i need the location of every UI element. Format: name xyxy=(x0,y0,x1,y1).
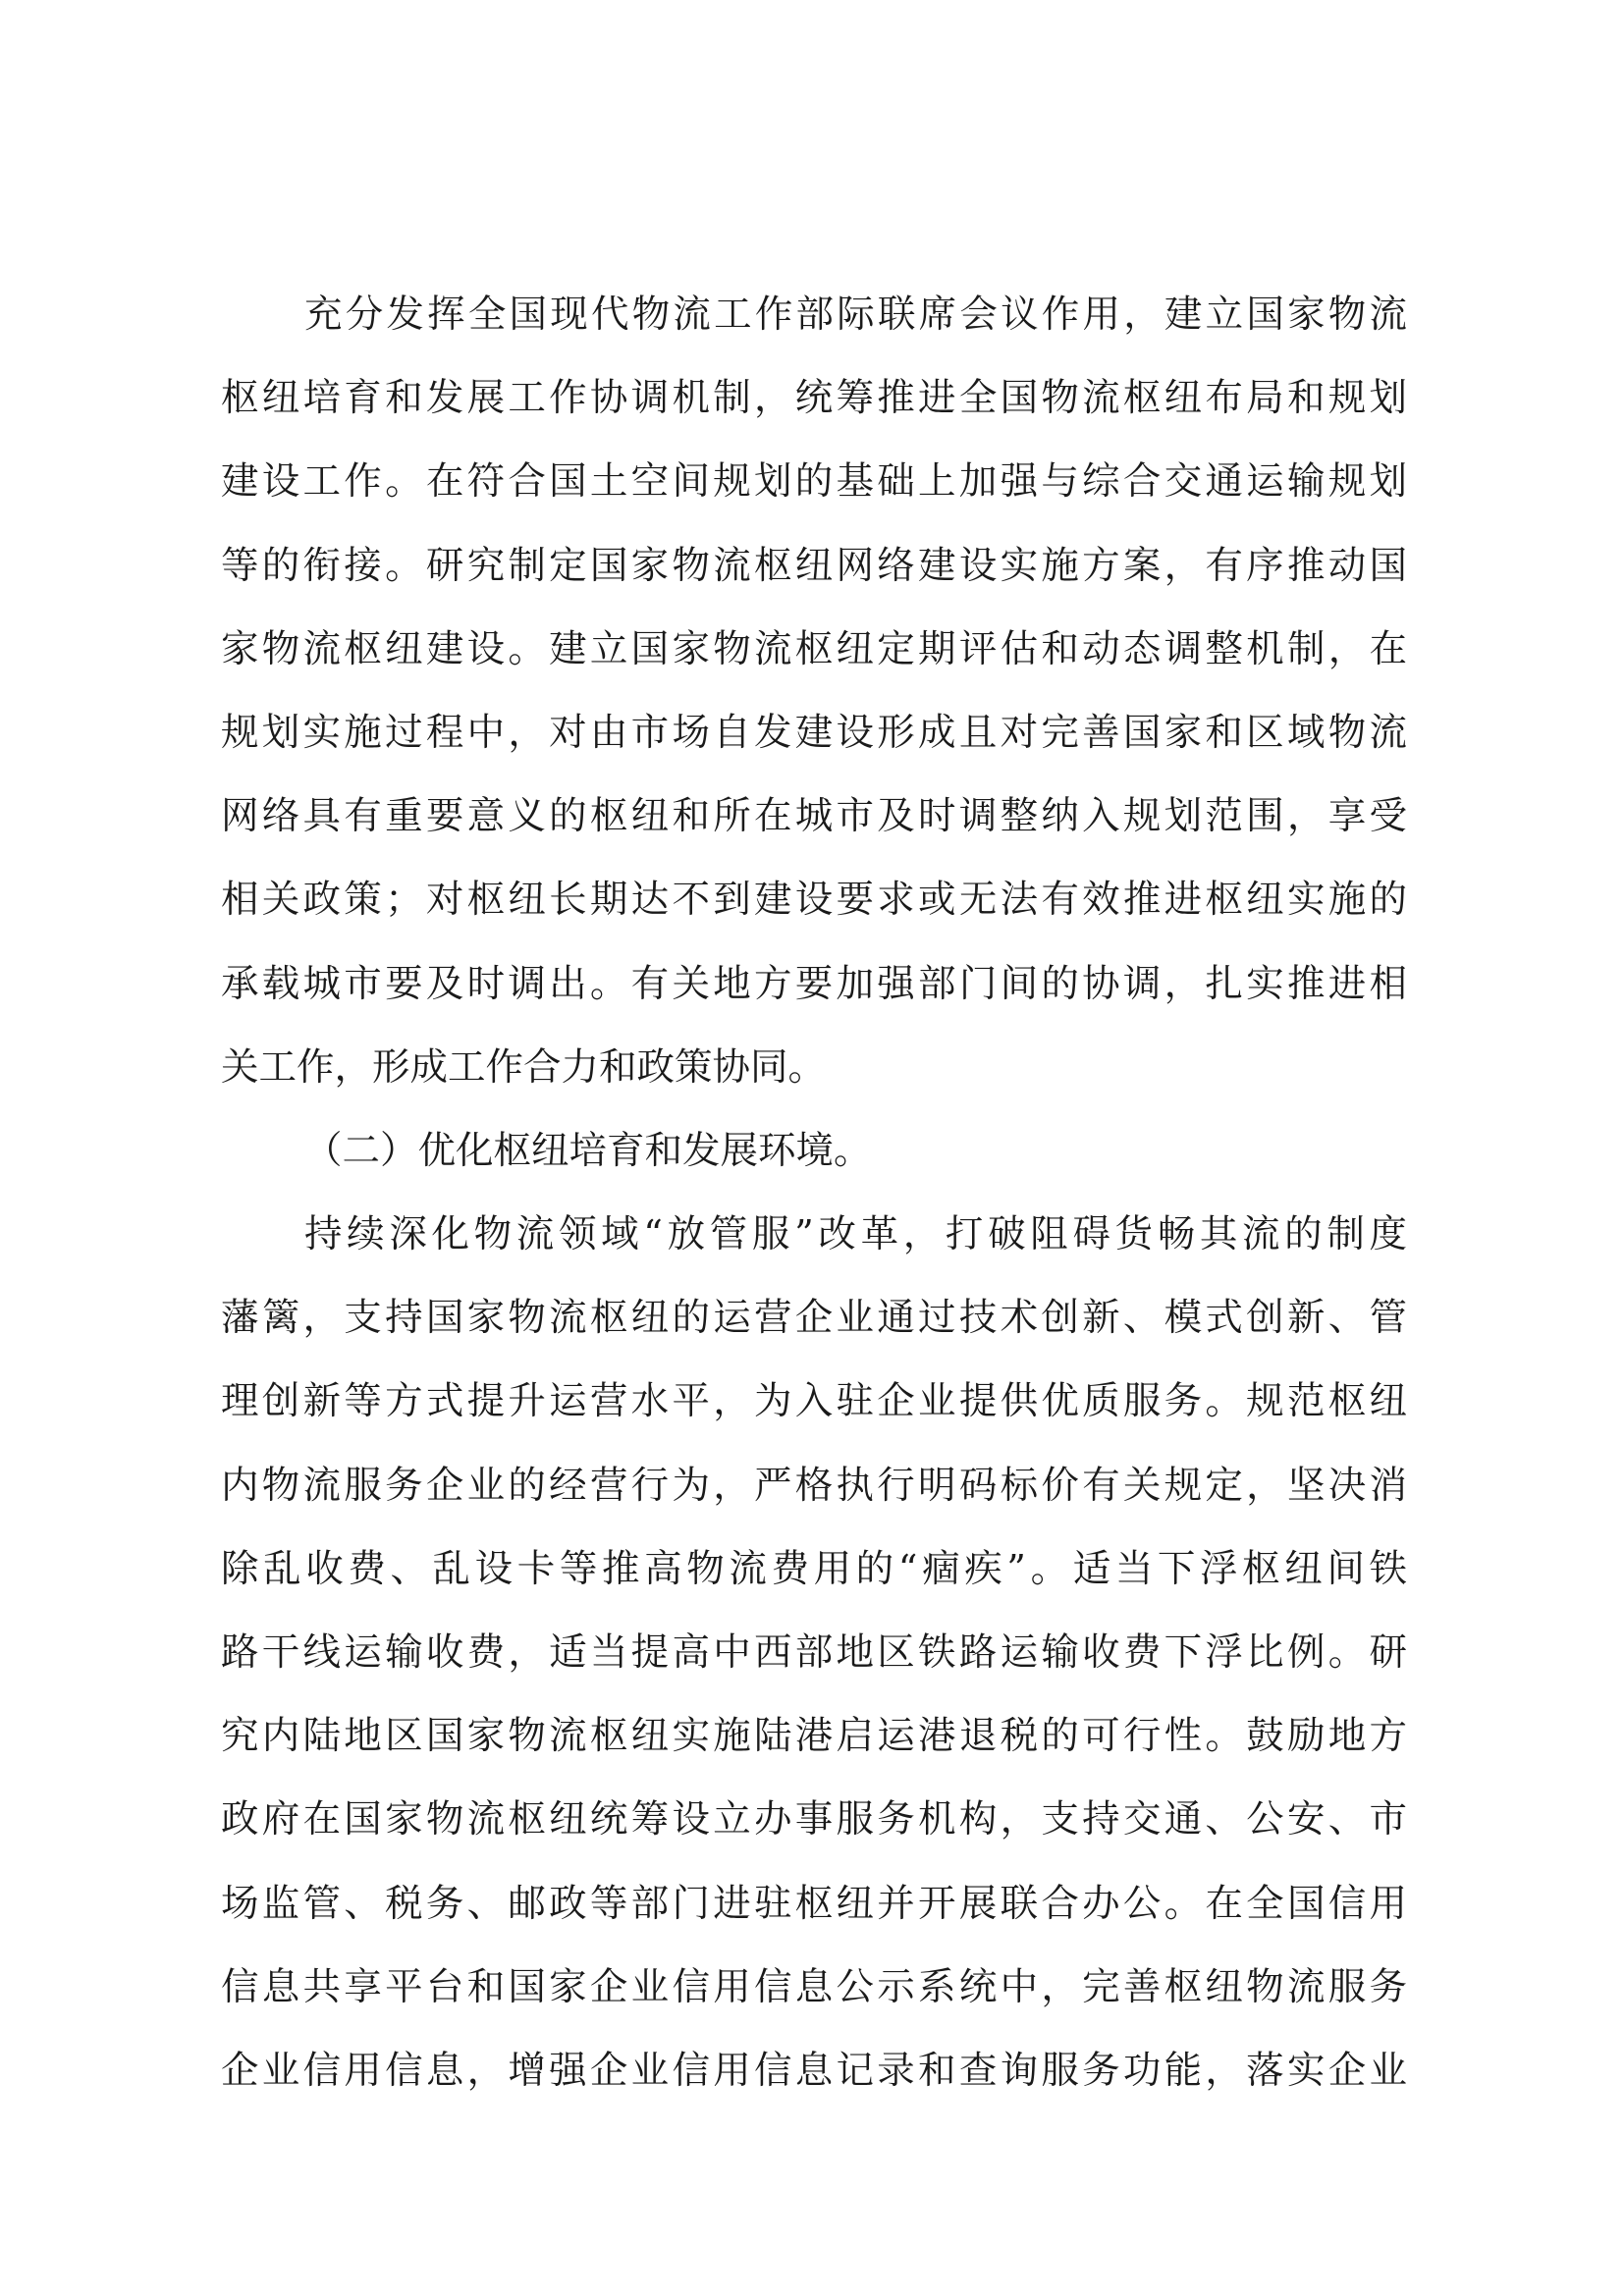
text-line: 关工作，形成工作合力和政策协同。 xyxy=(221,1044,827,1090)
text-line: 路干线运输收费，适当提高中西部地区铁路运输收费下浮比例。研 xyxy=(221,1630,1407,1675)
text-line: 信息共享平台和国家企业信用信息公示系统中，完善枢纽物流服务 xyxy=(221,1964,1407,2009)
text-line: 家物流枢纽建设。建立国家物流枢纽定期评估和动态调整机制，在 xyxy=(221,626,1407,671)
document-body xyxy=(221,273,1407,2112)
text-line: 枢纽培育和发展工作协调机制，统筹推进全国物流枢纽布局和规划 xyxy=(221,376,1407,421)
text-line: 内物流服务企业的经营行为，严格执行明码标价有关规定，坚决消 xyxy=(221,1463,1407,1508)
text-line: 规划实施过程中，对由市场自发建设形成且对完善国家和区域物流 xyxy=(221,710,1407,755)
text-line: 究内陆地区国家物流枢纽实施陆港启运港退税的可行性。鼓励地方 xyxy=(221,1714,1407,1759)
text-line: 相关政策；对枢纽长期达不到建设要求或无法有效推进枢纽实施的 xyxy=(221,878,1407,923)
text-line: 网络具有重要意义的枢纽和所在城市及时调整纳入规划范围，享受 xyxy=(221,794,1407,839)
text-line: 政府在国家物流枢纽统筹设立办事服务机构，支持交通、公安、市 xyxy=(221,1797,1407,1842)
text-line: 持续深化物流领域“放管服”改革，打破阻碍货畅其流的制度 xyxy=(304,1212,1407,1257)
text-line: 理创新等方式提升运营水平，为入驻企业提供优质服务。规范枢纽 xyxy=(221,1379,1407,1424)
text-line: 建设工作。在符合国土空间规划的基础上加强与综合交通运输规划 xyxy=(221,459,1407,505)
text-line: 充分发挥全国现代物流工作部际联席会议作用，建立国家物流 xyxy=(304,293,1407,337)
text-line: 等的衔接。研究制定国家物流枢纽网络建设实施方案，有序推动国 xyxy=(221,543,1407,588)
paragraph-coordination-mechanism xyxy=(221,273,1407,1109)
paragraph-environment xyxy=(221,1193,1407,2112)
section-heading: （二）优化枢纽培育和发展环境。 xyxy=(304,1128,872,1173)
text-line: 承载城市要及时调出。有关地方要加强部门间的协调，扎实推进相 xyxy=(221,961,1407,1006)
text-line: 藩篱，支持国家物流枢纽的运营企业通过技术创新、模式创新、管 xyxy=(221,1296,1407,1341)
text-line: 场监管、税务、邮政等部门进驻枢纽并开展联合办公。在全国信用 xyxy=(221,1881,1407,1926)
text-line: 企业信用信息，增强企业信用信息记录和查询服务功能，落实企业 xyxy=(221,2048,1407,2093)
text-line: 除乱收费、乱设卡等推高物流费用的“痼疾”。适当下浮枢纽间铁 xyxy=(221,1546,1407,1591)
